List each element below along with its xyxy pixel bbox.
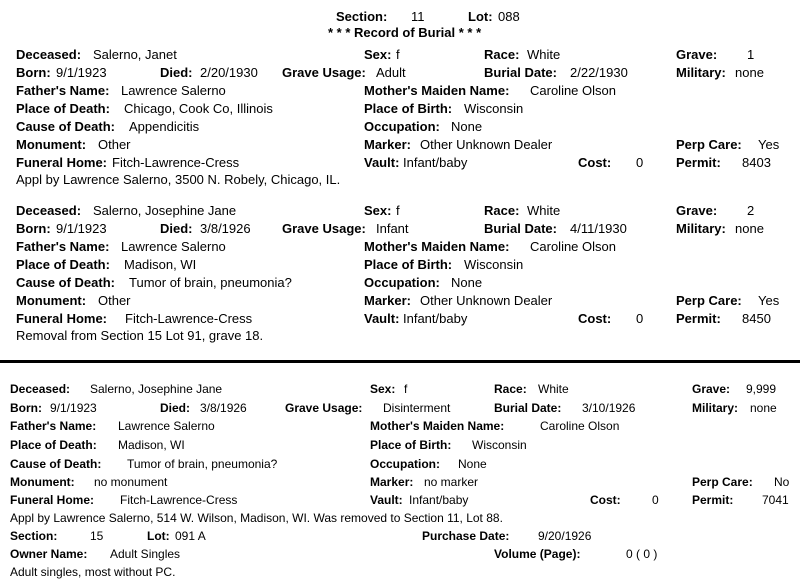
perp-care-label: Perp Care: [676, 293, 742, 308]
military-value: none [750, 401, 777, 415]
cost-label: Cost: [578, 311, 612, 326]
place-of-birth-value: Wisconsin [464, 101, 524, 116]
military-label: Military: [676, 65, 726, 80]
race-label: Race: [484, 203, 520, 218]
occupation-label: Occupation: [364, 275, 440, 290]
permit-label: Permit: [676, 311, 721, 326]
marker-label: Marker: [370, 475, 414, 489]
race-value: White [527, 47, 561, 62]
funeral-home-value: Fitch-Lawrence-Cress [125, 311, 253, 326]
funeral-home-label: Funeral Home: [16, 155, 108, 170]
purchase-date-value: 9/20/1926 [538, 529, 592, 543]
place-of-death-label: Place of Death: [16, 101, 110, 116]
deceased-value: Salerno, Josephine Jane [90, 382, 223, 396]
grave-value: 9,999 [746, 382, 777, 396]
sex-label: Sex: [364, 47, 392, 62]
occupation-label: Occupation: [370, 457, 441, 471]
permit-label: Permit: [692, 493, 734, 507]
lot-label: Lot: [468, 9, 493, 24]
cause-of-death-value: Tumor of brain, pneumonia? [129, 275, 292, 290]
place-of-birth-label: Place of Birth: [364, 101, 453, 116]
monument-value: no monument [94, 475, 168, 489]
burial-date-value: 2/22/1930 [570, 65, 628, 80]
perp-care-label: Perp Care: [676, 137, 742, 152]
deceased-label: Deceased: [16, 203, 82, 218]
mother-maiden-name-value: Caroline Olson [530, 83, 616, 98]
application-note: Appl by Lawrence Salerno, 514 W. Wilson, Madison, WI. Was removed to Section 11, Lot 88. [10, 511, 503, 525]
mother-maiden-name-label: Mother's Maiden Name: [370, 419, 505, 433]
vault-label: Vault: [364, 311, 400, 326]
military-value: none [735, 221, 764, 236]
military-value: none [735, 65, 764, 80]
funeral-home-label: Funeral Home: [16, 311, 108, 326]
race-label: Race: [494, 382, 527, 396]
place-of-death-value: Madison, WI [118, 438, 185, 452]
born-label: Born: [16, 221, 51, 236]
volume-page-label: Volume (Page): [494, 547, 581, 561]
father-name-label: Father's Name: [16, 239, 110, 254]
lot-value: 088 [498, 9, 520, 24]
cause-of-death-label: Cause of Death: [16, 119, 115, 134]
section-divider [0, 360, 800, 363]
mother-maiden-name-value: Caroline Olson [540, 419, 620, 433]
born-label: Born: [10, 401, 42, 415]
permit-value: 8403 [742, 155, 771, 170]
permit-value: 8450 [742, 311, 771, 326]
father-name-label: Father's Name: [10, 419, 97, 433]
sex-value: f [396, 203, 400, 218]
marker-label: Marker: [364, 137, 411, 152]
section-label: Section: [10, 529, 58, 543]
application-note: Appl by Lawrence Salerno, 3500 N. Robely, Chicago, IL. [16, 172, 341, 187]
perp-care-value: Yes [758, 137, 780, 152]
vault-label: Vault: [370, 493, 403, 507]
cause-of-death-value: Appendicitis [129, 119, 200, 134]
mother-maiden-name-label: Mother's Maiden Name: [364, 83, 510, 98]
cause-of-death-value: Tumor of brain, pneumonia? [127, 457, 278, 471]
grave-usage-label: Grave Usage: [285, 401, 363, 415]
place-of-birth-value: Wisconsin [464, 257, 524, 272]
burial-date-value: 4/11/1930 [570, 221, 627, 236]
deceased-value: Salerno, Josephine Jane [93, 203, 237, 218]
race-value: White [538, 382, 569, 396]
died-value: 3/8/1926 [200, 221, 251, 236]
born-value: 9/1/1923 [50, 401, 97, 415]
funeral-home-label: Funeral Home: [10, 493, 95, 507]
died-value: 3/8/1926 [200, 401, 247, 415]
place-of-birth-value: Wisconsin [472, 438, 527, 452]
section-label: Section: [336, 9, 388, 24]
born-label: Born: [16, 65, 51, 80]
cause-of-death-label: Cause of Death: [16, 275, 115, 290]
died-label: Died: [160, 65, 193, 80]
grave-label: Grave: [676, 47, 718, 62]
cost-value: 0 [652, 493, 659, 507]
place-of-death-label: Place of Death: [10, 438, 97, 452]
place-of-death-value: Chicago, Cook Co, Illinois [124, 101, 273, 116]
race-value: White [527, 203, 561, 218]
record-title: * * * Record of Burial * * * [328, 25, 482, 40]
deceased-value: Salerno, Janet [93, 47, 177, 62]
section-value: 11 [411, 9, 425, 24]
burial-date-value: 3/10/1926 [582, 401, 636, 415]
volume-page-value: 0 ( 0 ) [626, 547, 658, 561]
father-name-label: Father's Name: [16, 83, 110, 98]
father-name-value: Lawrence Salerno [121, 239, 226, 254]
mother-maiden-name-label: Mother's Maiden Name: [364, 239, 510, 254]
occupation-label: Occupation: [364, 119, 440, 134]
grave-usage-label: Grave Usage: [282, 65, 366, 80]
deceased-label: Deceased: [10, 382, 71, 396]
owner-note: Adult singles, most without PC. [10, 565, 176, 579]
cost-value: 0 [636, 155, 644, 170]
removal-note: Removal from Section 15 Lot 91, grave 18. [16, 328, 264, 343]
monument-value: Other [98, 137, 131, 152]
section-value: 15 [90, 529, 104, 543]
sex-label: Sex: [364, 203, 392, 218]
place-of-death-label: Place of Death: [16, 257, 110, 272]
funeral-home-value: Fitch-Lawrence-Cress [112, 155, 240, 170]
cause-of-death-label: Cause of Death: [10, 457, 102, 471]
lot-value: 091 A [175, 529, 206, 543]
grave-usage-value: Infant [376, 221, 409, 236]
sex-value: f [404, 382, 408, 396]
perp-care-label: Perp Care: [692, 475, 753, 489]
place-of-death-value: Madison, WI [124, 257, 197, 272]
sex-label: Sex: [370, 382, 396, 396]
military-label: Military: [692, 401, 739, 415]
cost-label: Cost: [578, 155, 612, 170]
monument-value: Other [98, 293, 131, 308]
monument-label: Monument: [10, 475, 75, 489]
marker-value: Other Unknown Dealer [420, 293, 553, 308]
grave-usage-value: Adult [376, 65, 406, 80]
marker-label: Marker: [364, 293, 411, 308]
deceased-label: Deceased: [16, 47, 82, 62]
race-label: Race: [484, 47, 520, 62]
vault-label: Vault: [364, 155, 400, 170]
grave-usage-label: Grave Usage: [282, 221, 366, 236]
grave-label: Grave: [692, 382, 731, 396]
mother-maiden-name-value: Caroline Olson [530, 239, 616, 254]
occupation-value: None [451, 119, 483, 134]
born-value: 9/1/1923 [56, 65, 107, 80]
sex-value: f [396, 47, 400, 62]
owner-name-label: Owner Name: [10, 547, 88, 561]
burial-date-label: Burial Date: [494, 401, 562, 415]
marker-value: no marker [424, 475, 479, 489]
lot-label: Lot: [147, 529, 170, 543]
vault-value: Infant/baby [403, 311, 468, 326]
funeral-home-value: Fitch-Lawrence-Cress [120, 493, 238, 507]
grave-value: 2 [747, 203, 755, 218]
burial-date-label: Burial Date: [484, 65, 557, 80]
grave-usage-value: Disinterment [383, 401, 451, 415]
vault-value: Infant/baby [409, 493, 469, 507]
cost-value: 0 [636, 311, 644, 326]
owner-name-value: Adult Singles [110, 547, 181, 561]
father-name-value: Lawrence Salerno [121, 83, 226, 98]
died-value: 2/20/1930 [200, 65, 258, 80]
born-value: 9/1/1923 [56, 221, 107, 236]
permit-value: 7041 [762, 493, 789, 507]
vault-value: Infant/baby [403, 155, 468, 170]
perp-care-value: No [774, 475, 790, 489]
monument-label: Monument: [16, 293, 87, 308]
military-label: Military: [676, 221, 726, 236]
purchase-date-label: Purchase Date: [422, 529, 510, 543]
place-of-birth-label: Place of Birth: [370, 438, 452, 452]
occupation-value: None [451, 275, 483, 290]
father-name-value: Lawrence Salerno [118, 419, 215, 433]
died-label: Died: [160, 401, 190, 415]
grave-label: Grave: [676, 203, 718, 218]
monument-label: Monument: [16, 137, 87, 152]
cost-label: Cost: [590, 493, 621, 507]
died-label: Died: [160, 221, 193, 236]
perp-care-value: Yes [758, 293, 780, 308]
place-of-birth-label: Place of Birth: [364, 257, 453, 272]
marker-value: Other Unknown Dealer [420, 137, 553, 152]
burial-date-label: Burial Date: [484, 221, 557, 236]
grave-value: 1 [747, 47, 755, 62]
permit-label: Permit: [676, 155, 721, 170]
occupation-value: None [458, 457, 487, 471]
